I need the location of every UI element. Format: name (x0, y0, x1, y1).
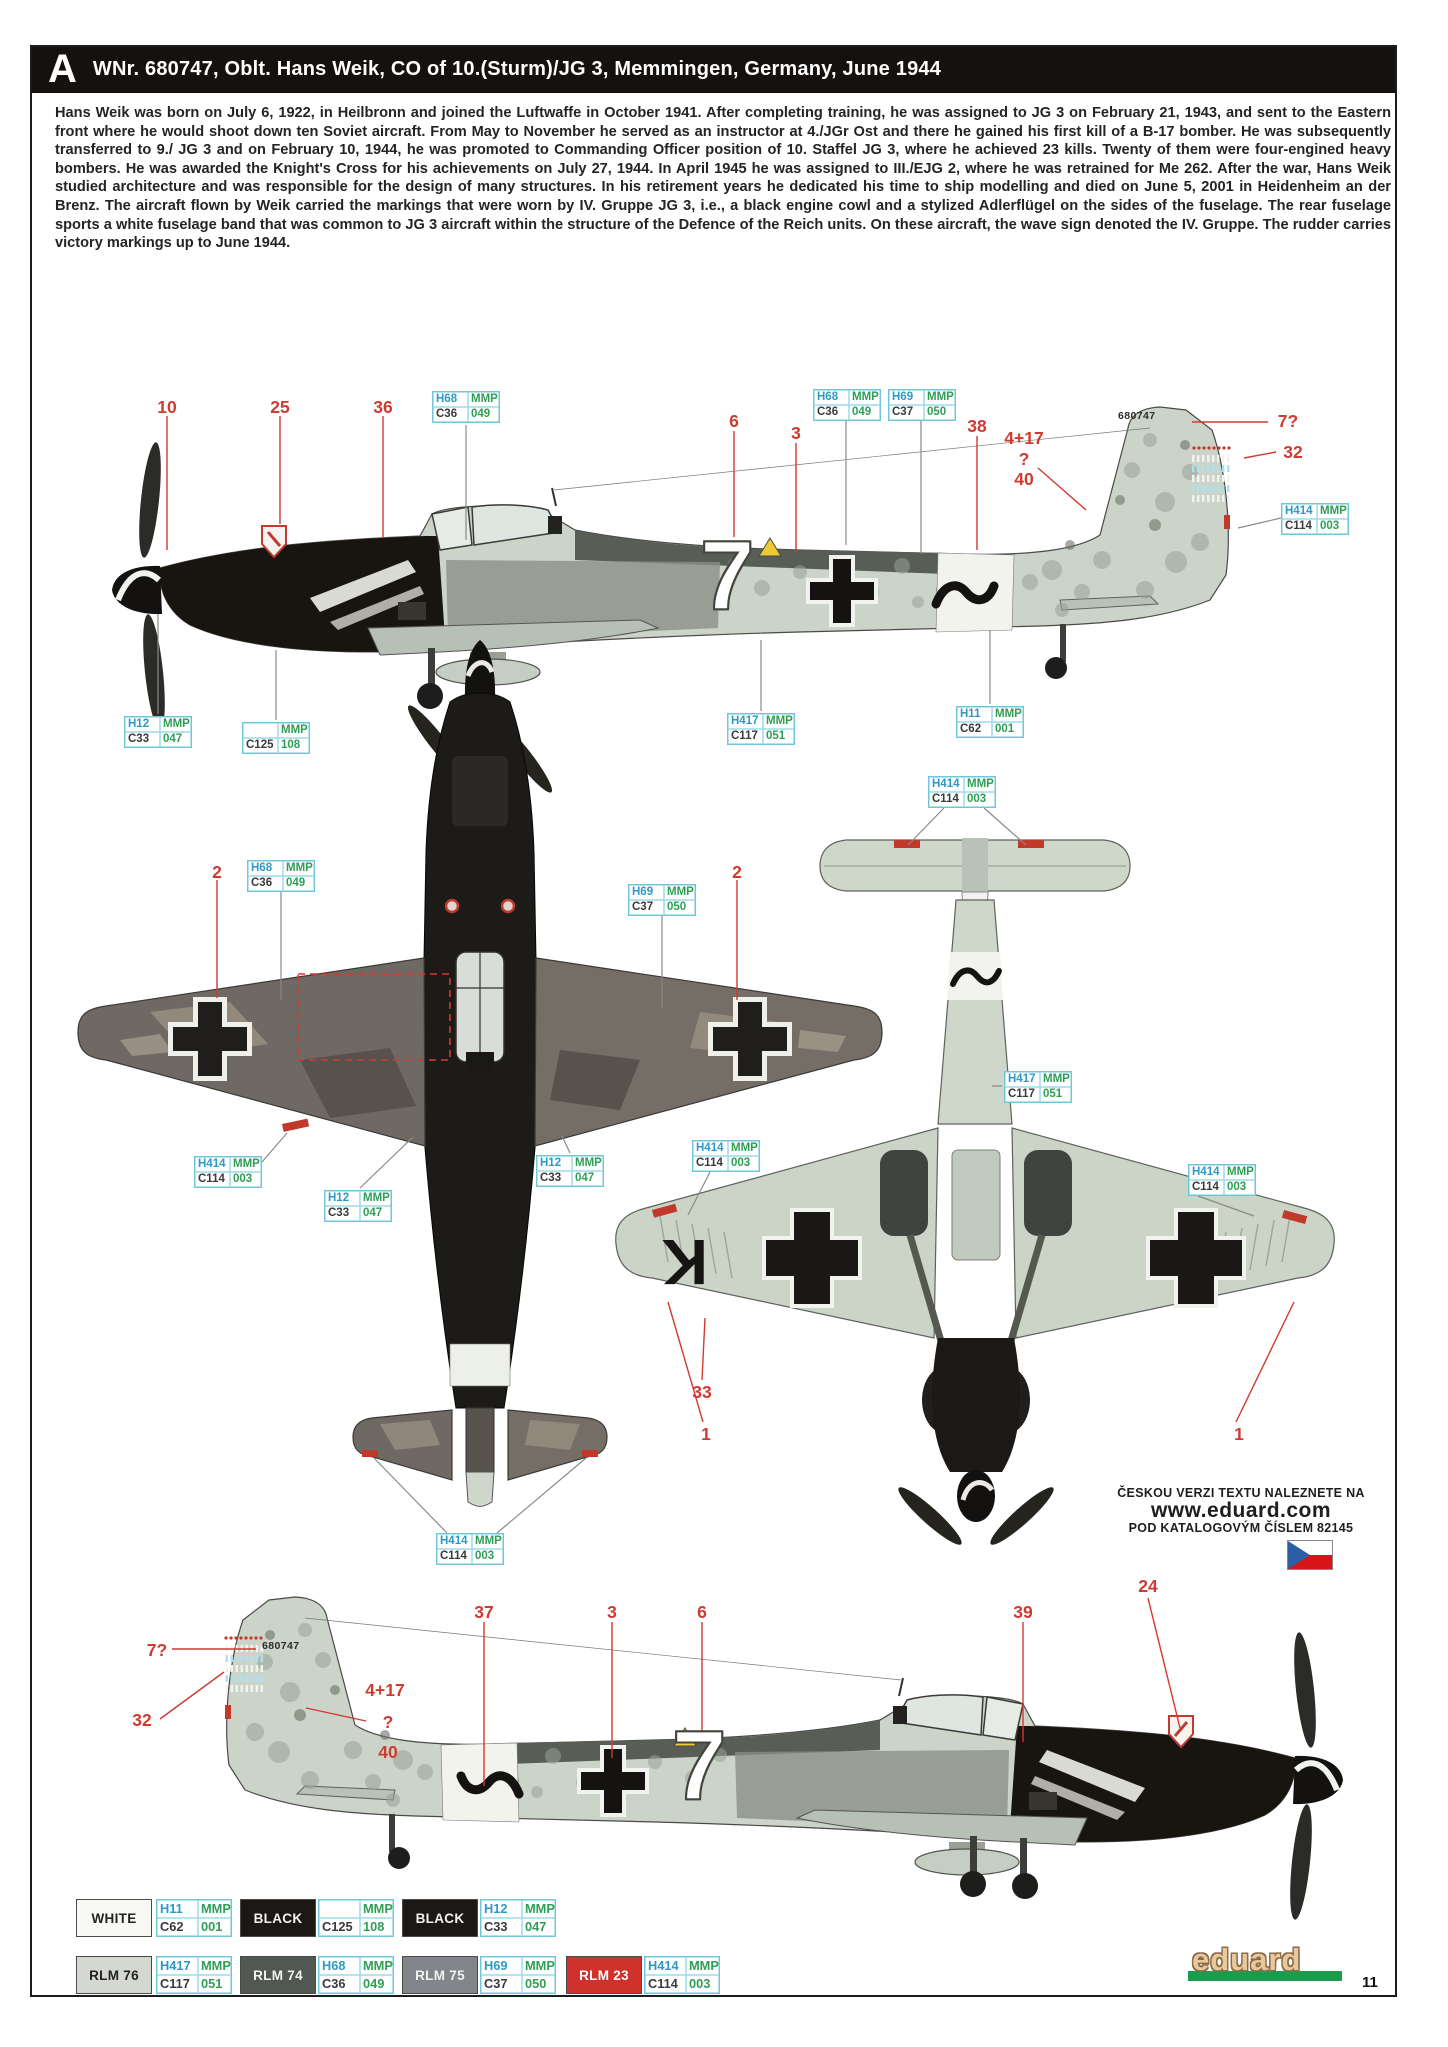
callout-question: ? (1018, 449, 1030, 469)
paint-ph: H414 (1189, 1165, 1224, 1180)
paint-ph: H68 (814, 390, 849, 405)
paint-pc: C36 (248, 876, 283, 891)
paint-pc: C36 (433, 407, 468, 422)
paint-callout-rlm76 (1004, 1071, 1072, 1103)
paint-pn: 108 (360, 1918, 393, 1936)
paint-ph (243, 723, 278, 738)
paint-pn: 051 (1040, 1087, 1071, 1102)
legend-swatch-rlm74 (240, 1956, 316, 1994)
callout-38: 38 (967, 416, 987, 436)
paint-ph: H69 (481, 1957, 522, 1975)
paint-ph: H69 (889, 390, 924, 405)
legend-swatch-rlm76 (76, 1956, 152, 1994)
paint-ph: H12 (325, 1191, 360, 1206)
legend-label: RLM 74 (253, 1967, 303, 1983)
paint-pm: MMP (763, 714, 794, 729)
biography-text: Hans Weik was born on July 6, 1922, in Heilbronn and joined the Luftwaffe in October 1941. After completing training, he was assigned to JG 3 on February 21, 1943, and sent to the Eastern front where he would shoot down ten Soviet aircraft. From May to November he served as an instructor at 4./JGr Ost and there he gained his first kill of a B-17 bomber. He was subsequently transferred to 9./ JG 3 and on February 10, 1944, he was promoted to Commanding Officer position of 10. Staffel JG 3, where he achieved 23 kills. Twenty of them were four-engined heavy bombers. He was awarded the Knight's Cross for his achievements on July 27, 1944. In April 1945 he was assigned to III./EJG 2, where he was retrained for Me 262. After the war, Hans Weik studied architecture and was responsible for the design of many structures. In his retirement years he dedicated his time to ship modelling and died on June 5, 2001 in Heidenheim an der Brenz. The aircraft flown by Weik carried the markings that were worn by IV. Gruppe JG 3, i.e., a black engine cowl and a stylized Adlerflügel on the sides of the fuselage. The rear fuselage sports a white fuselage band that was common to JG 3 aircraft within the structure of the Defence of the Reich units. On these aircraft, the wave sign denoted the IV. Gruppe. The rudder carries victory markings up to June 1944. (55, 105, 1391, 252)
paint-ph: H11 (157, 1900, 198, 1918)
paint-callout-rlm23 (692, 1140, 760, 1172)
paint-pm: MMP (468, 392, 499, 407)
paint-pn: 003 (472, 1549, 503, 1564)
paint-pn: 047 (360, 1206, 391, 1221)
paint-pn: 050 (664, 900, 695, 915)
callout-32: 32 (1283, 442, 1303, 462)
callout-40: 40 (378, 1742, 398, 1762)
paint-pn: 047 (572, 1171, 603, 1186)
legend-swatch-white (76, 1899, 152, 1937)
paint-callout-rlm74 (432, 391, 500, 423)
paint-pm: MMP (992, 707, 1023, 722)
paint-ph: H414 (437, 1534, 472, 1549)
paint-pn: 049 (360, 1975, 393, 1993)
paint-ph: H414 (1282, 504, 1317, 519)
callout-6: 6 (729, 411, 739, 431)
callout-1: 1 (701, 1424, 711, 1444)
czech-note-line3: POD KATALOGOVÝM ČÍSLEM 82145 (1128, 1521, 1354, 1535)
paint-pn: 047 (522, 1918, 555, 1936)
paint-pm: MMP (964, 777, 995, 792)
paint-pc: C37 (889, 405, 924, 420)
paint-pc: C114 (1282, 519, 1317, 534)
paint-ph: H417 (1005, 1072, 1040, 1087)
paint-ph: H68 (248, 861, 283, 876)
callout-37: 37 (474, 1602, 494, 1622)
czech-flag (1287, 1540, 1333, 1570)
serial-number: 680747 (262, 1640, 300, 1652)
callout-3: 3 (791, 423, 801, 443)
paint-ph: H414 (929, 777, 964, 792)
paint-pm: MMP (278, 723, 309, 738)
legend-label: RLM 23 (579, 1967, 629, 1983)
paint-callout-black (324, 1190, 392, 1222)
callout-3: 3 (607, 1602, 617, 1622)
paint-pc: C62 (957, 722, 992, 737)
callout-33: 33 (692, 1382, 712, 1402)
legend-swatch-rlm75 (402, 1956, 478, 1994)
paint-callout-rlm23 (928, 776, 996, 808)
callout-2: 2 (212, 862, 222, 882)
legend-label: RLM 75 (415, 1967, 465, 1983)
callout-question: ? (382, 1712, 394, 1732)
legend-swatch-rlm23 (566, 1956, 642, 1994)
paint-ph: H414 (195, 1157, 230, 1172)
paint-pm: MMP (664, 885, 695, 900)
legend-swatch-black (402, 1899, 478, 1937)
callout-6: 6 (697, 1602, 707, 1622)
paint-ph: H414 (693, 1141, 728, 1156)
callout-2: 2 (732, 862, 742, 882)
legend-label: BLACK (253, 1910, 303, 1926)
paint-pn: 003 (728, 1156, 759, 1171)
callout-4-17: 4+17 (365, 1680, 405, 1700)
paint-pn: 051 (763, 729, 794, 744)
paint-pm: MMP (230, 1157, 261, 1172)
paint-pm: MMP (728, 1141, 759, 1156)
paint-pc: C114 (645, 1975, 686, 1993)
paint-pc: C37 (481, 1975, 522, 1993)
paint-ph: H417 (157, 1957, 198, 1975)
callout-25: 25 (270, 397, 290, 417)
paint-ph: H69 (629, 885, 664, 900)
paint-pn: 050 (522, 1975, 555, 1993)
paint-pc: C36 (319, 1975, 360, 1993)
paint-pc: C114 (195, 1172, 230, 1187)
paint-pc: C33 (481, 1918, 522, 1936)
legend-paint-rlm74 (318, 1956, 394, 1994)
paint-callout-rlm76 (727, 713, 795, 745)
eduard-url: www.eduard.com (1150, 1499, 1332, 1522)
callout-7q: 7? (1277, 411, 1299, 431)
paint-pn: 050 (924, 405, 955, 420)
callout-24: 24 (1138, 1576, 1158, 1596)
page-number: 11 (1362, 1974, 1378, 1991)
paint-pm: MMP (1317, 504, 1348, 519)
paint-pn: 108 (278, 738, 309, 753)
paint-callout-rlm75 (888, 389, 956, 421)
paint-pn: 003 (1224, 1180, 1255, 1195)
paint-pc: C117 (728, 729, 763, 744)
paint-pm: MMP (1224, 1165, 1255, 1180)
paint-pc: C117 (1005, 1087, 1040, 1102)
paint-pn: 003 (964, 792, 995, 807)
serial-number: 680747 (1118, 410, 1156, 422)
eduard-logo: eduard (1192, 1942, 1302, 1977)
paint-callout-rlm74 (813, 389, 881, 421)
legend-paint-rlm23 (644, 1956, 720, 1994)
callout-39: 39 (1013, 1602, 1033, 1622)
paint-ph: H68 (319, 1957, 360, 1975)
legend-paint-rlm75 (480, 1956, 556, 1994)
callout-40: 40 (1014, 469, 1034, 489)
paint-pm: MMP (522, 1957, 555, 1975)
paint-callout-rlm23 (436, 1533, 504, 1565)
paint-ph: H11 (957, 707, 992, 722)
legend-paint-rlm76 (156, 1956, 232, 1994)
paint-pm: MMP (522, 1900, 555, 1918)
paint-pm: MMP (360, 1900, 393, 1918)
legend-paint-white (156, 1899, 232, 1937)
paint-pm: MMP (472, 1534, 503, 1549)
legend-swatch-black (240, 1899, 316, 1937)
paint-callout-rlm23 (1188, 1164, 1256, 1196)
callout-36: 36 (373, 397, 393, 417)
paint-ph: H12 (537, 1156, 572, 1171)
paint-pc: C62 (157, 1918, 198, 1936)
paint-pn: 003 (686, 1975, 719, 1993)
paint-pm: MMP (924, 390, 955, 405)
paint-pm: MMP (198, 1900, 231, 1918)
paint-pm: MMP (360, 1191, 391, 1206)
czech-note-line1: ČESKOU VERZI TEXTU NALEZNETE NA (1117, 1486, 1365, 1500)
paint-pc: C36 (814, 405, 849, 420)
paint-callout-rlm74 (247, 860, 315, 892)
top-view (78, 640, 882, 1507)
paint-ph: H12 (481, 1900, 522, 1918)
wing-letter: K (661, 1226, 708, 1298)
paint-pc: C125 (243, 738, 278, 753)
legend-paint-black-c125 (318, 1899, 394, 1937)
paint-pc: C33 (537, 1171, 572, 1186)
callout-10: 10 (157, 397, 177, 417)
paint-pn: 047 (160, 732, 191, 747)
legend-label: BLACK (415, 1910, 465, 1926)
callout-7q: 7? (146, 1640, 168, 1660)
fuselage-code-7: 7 (672, 1710, 727, 1820)
paint-pn: 003 (1317, 519, 1348, 534)
paint-pn: 003 (230, 1172, 261, 1187)
scheme-title: WNr. 680747, Oblt. Hans Weik, CO of 10.(Sturm)/JG 3, Memmingen, Germany, June 1944 (92, 57, 942, 80)
paint-callout-black (536, 1155, 604, 1187)
paint-callout-white (956, 706, 1024, 738)
paint-pm: MMP (572, 1156, 603, 1171)
paint-pm: MMP (1040, 1072, 1071, 1087)
paint-pm: MMP (160, 717, 191, 732)
paint-ph: H414 (645, 1957, 686, 1975)
paint-pc: C37 (629, 900, 664, 915)
paint-pm: MMP (686, 1957, 719, 1975)
callout-32: 32 (132, 1710, 152, 1730)
paint-pn: 001 (992, 722, 1023, 737)
paint-pn: 051 (198, 1975, 231, 1993)
paint-pc: C114 (1189, 1180, 1224, 1195)
paint-pm: MMP (198, 1957, 231, 1975)
callout-4-17: 4+17 (1004, 428, 1044, 448)
paint-pc: C125 (319, 1918, 360, 1936)
paint-ph: H68 (433, 392, 468, 407)
paint-callout-black-c125 (242, 722, 310, 754)
paint-callout-black (124, 716, 192, 748)
fuselage-code-7: 7 (700, 520, 755, 630)
paint-callout-rlm75 (628, 884, 696, 916)
paint-pc: C33 (325, 1206, 360, 1221)
paint-pm: MMP (360, 1957, 393, 1975)
legend-paint-black (480, 1899, 556, 1937)
paint-pc: C117 (157, 1975, 198, 1993)
paint-pn: 049 (468, 407, 499, 422)
paint-pc: C114 (437, 1549, 472, 1564)
paint-ph (319, 1900, 360, 1918)
callout-1: 1 (1234, 1424, 1244, 1444)
paint-pn: 001 (198, 1918, 231, 1936)
paint-ph: H417 (728, 714, 763, 729)
scheme-letter: A (48, 47, 77, 91)
legend-label: RLM 76 (89, 1967, 139, 1983)
paint-pc: C33 (125, 732, 160, 747)
paint-pn: 049 (849, 405, 880, 420)
paint-pm: MMP (849, 390, 880, 405)
paint-pc: C114 (693, 1156, 728, 1171)
paint-callout-rlm23 (1281, 503, 1349, 535)
paint-ph: H12 (125, 717, 160, 732)
paint-pm: MMP (283, 861, 314, 876)
paint-pc: C114 (929, 792, 964, 807)
paint-pn: 049 (283, 876, 314, 891)
legend-label: WHITE (91, 1910, 137, 1926)
paint-callout-rlm23 (194, 1156, 262, 1188)
